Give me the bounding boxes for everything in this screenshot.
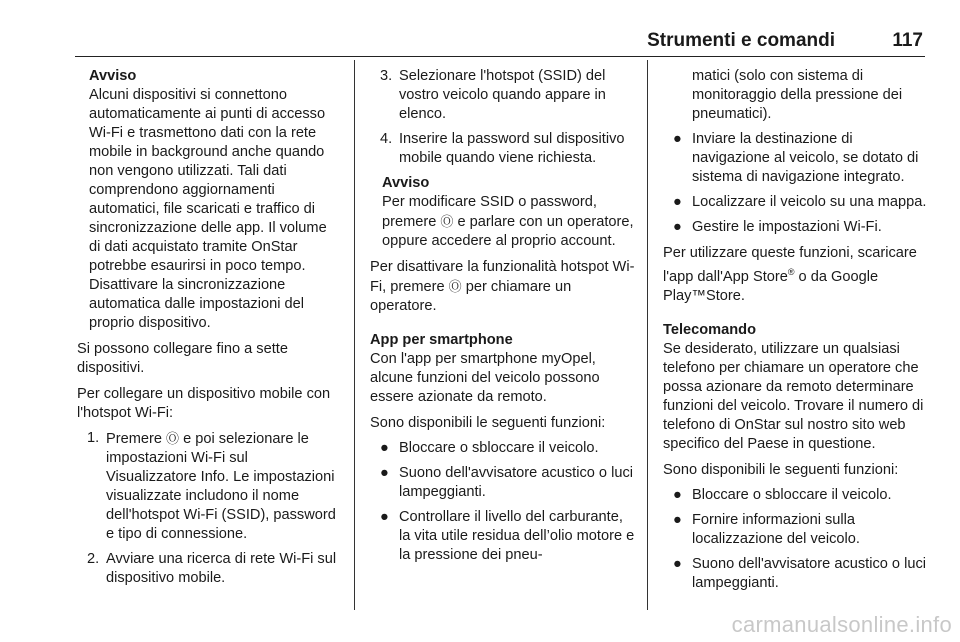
- bullet-text: Fornire informazioni sulla localizzazione del veicolo.: [692, 511, 860, 547]
- list-item: [663, 130, 928, 187]
- paragraph: Sono disponibili le seguenti funzioni:: [370, 415, 606, 431]
- list-item: [370, 439, 636, 458]
- bullet-text: Localizzare il veicolo su una mappa.: [692, 194, 927, 210]
- paragraph: Se desiderato, utilizzare un qualsiasi telefono per chiamare un operatore che possa azionare da remoto determinare funzioni del veicolo. Trovare il numero di telefono di OnStar sul nostro sito web specifico del Paese in questione.: [663, 340, 924, 452]
- bullet-list: [370, 439, 636, 565]
- page-header: [75, 24, 925, 60]
- step-number: 3.: [380, 68, 393, 84]
- page-number: 117: [892, 30, 923, 51]
- bullet-text: Bloccare o sbloccare il veicolo.: [399, 440, 599, 456]
- note-heading: Avviso: [89, 68, 137, 84]
- note-heading: Avviso: [382, 175, 430, 191]
- list-item: [370, 130, 636, 168]
- bullet-text: Gestire le impostazioni Wi-Fi.: [692, 219, 882, 235]
- step-text: Inserire la password sul dispositivo mobile quando viene richiesta.: [399, 131, 625, 166]
- onstar-button-icon: Ⓞ: [448, 279, 462, 294]
- section-heading: Telecomando: [663, 321, 756, 338]
- step-text: Selezionare l'hotspot (SSID) del vostro veicolo quando appare in elenco.: [399, 68, 606, 122]
- bullet-icon: ●: [673, 219, 682, 235]
- paragraph: Per collegare un dispositivo mobile con l'hotspot Wi-Fi:: [77, 386, 331, 421]
- step-text: Avviare una ricerca di rete Wi-Fi sul dispositivo mobile.: [106, 551, 337, 586]
- column-1: [77, 67, 339, 594]
- bullet-icon: ●: [673, 194, 682, 210]
- column-3: [663, 67, 928, 599]
- bullet-text: Suono dell'avvisatore acustico o luci lampeggianti.: [692, 555, 926, 591]
- bullet-text: Suono dell'avvisatore acustico o luci lampeggianti.: [399, 465, 633, 500]
- note-box: [382, 174, 636, 251]
- bullet-icon: ●: [673, 511, 682, 528]
- list-item: [370, 508, 636, 565]
- note-text-part: Per modificare SSID o password, premere: [382, 194, 597, 230]
- note-text: [382, 193, 636, 251]
- paragraph: Con l'app per smartphone myOpel, alcune funzioni del veicolo possono essere azionate da remoto.: [370, 351, 600, 405]
- bullet-icon: ●: [380, 509, 389, 525]
- list-item: [77, 429, 339, 544]
- bullet-list: [663, 486, 928, 593]
- note-box: [89, 67, 339, 333]
- list-item: [663, 218, 928, 237]
- column-divider-2: [647, 60, 648, 610]
- registered-mark: ®: [787, 267, 795, 277]
- list-item: [77, 550, 339, 588]
- steps-list: [370, 67, 636, 168]
- step-number: 4.: [380, 131, 393, 147]
- list-item: [663, 193, 928, 212]
- list-item: [370, 67, 636, 124]
- paragraph-part: o da Google Play™Store.: [663, 268, 879, 304]
- paragraph: [663, 244, 928, 306]
- column-2: [370, 67, 636, 571]
- bullet-list: [663, 130, 928, 237]
- list-item: [663, 511, 928, 549]
- bullet-icon: ●: [673, 555, 682, 572]
- paragraph-part: Per disattivare la funzionalità hotspot Wi-Fi, premere: [370, 259, 635, 295]
- list-item: [370, 464, 636, 502]
- header-rule: [75, 56, 925, 57]
- step-text: Premere: [106, 431, 162, 447]
- steps-list: [77, 429, 339, 588]
- bullet-icon: ●: [673, 131, 682, 147]
- list-item: [663, 486, 928, 505]
- column-divider-1: [354, 60, 355, 610]
- bullet-text: Bloccare o sbloccare il veicolo.: [692, 486, 892, 503]
- bullet-text: Inviare la destinazione di navigazione al veicolo, se dotato di sistema di navigazione integrato.: [692, 131, 919, 185]
- bullet-icon: ●: [380, 465, 389, 481]
- bullet-icon: ●: [380, 440, 389, 456]
- bullet-icon: ●: [673, 486, 682, 503]
- note-text: Alcuni dispositivi si connettono automaticamente ai punti di accesso Wi-Fi e trasmettono dati con la rete mobile in background anche quando non vengono utilizzati. Tali dati comprendono aggiornamenti automatici, file scaricati e traffico di sincronizzazione delle app. Il volume di dati acquistato tramite OnStar potrebbe esaurirsi in poco tempo. Disattivare la sincronizzazione automatica dalle impostazioni del proprio dispositivo.: [89, 87, 327, 331]
- paragraph-part: per chiamare un operatore.: [370, 279, 572, 314]
- watermark: carmanualsonline.info: [731, 612, 952, 637]
- section-heading: App per smartphone: [370, 332, 513, 348]
- step-number: 1.: [87, 430, 100, 446]
- paragraph: Sono disponibili le seguenti funzioni:: [663, 461, 899, 478]
- note-text-part: e parlare con un operatore, oppure accedere al proprio account.: [382, 214, 634, 249]
- paragraph: [370, 258, 636, 316]
- onstar-button-icon: Ⓞ: [440, 214, 454, 229]
- paragraph: Si possono collegare fino a sette dispositivi.: [77, 341, 288, 376]
- bullet-continuation: matici (solo con sistema di monitoraggio della pressione dei pneumatici).: [692, 68, 903, 122]
- step-number: 2.: [87, 551, 100, 567]
- phone-button-icon: Ⓞ: [166, 431, 180, 446]
- running-title: Strumenti e comandi: [647, 30, 835, 51]
- list-item: [663, 555, 928, 593]
- bullet-text: Controllare il livello del carburante, la vita utile residua dell’olio motore e la pressione dei pneu-: [399, 509, 635, 563]
- paragraph-part: Per utilizzare queste funzioni, scaricare l'app dall'App Store: [663, 245, 917, 285]
- step-text: e poi selezionare le impostazioni Wi-Fi sul Visualizzatore Info. Le impostazioni visualizzate includono il nome dell'hotspot Wi-Fi (SSID), password e tipo di connessione.: [106, 431, 336, 542]
